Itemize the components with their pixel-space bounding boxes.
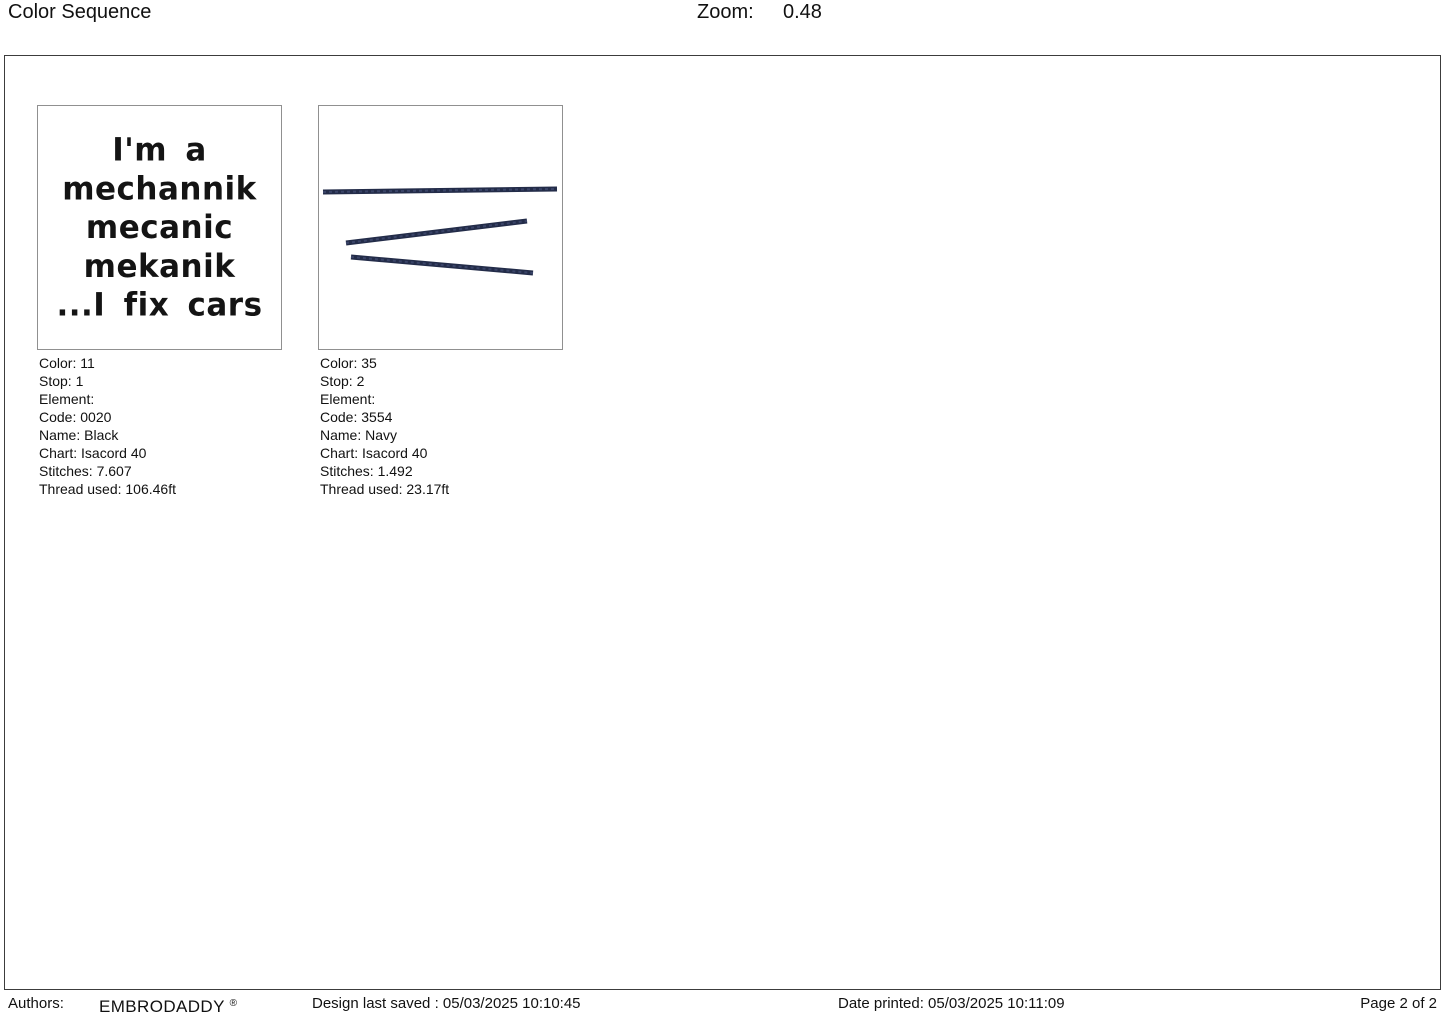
detail-line: Chart: Isacord 40	[320, 445, 428, 461]
page-number: Page 2 of 2	[1360, 995, 1437, 1012]
embroidered-text-line: mechannik	[62, 170, 257, 208]
registered-trademark-mark: ®	[229, 998, 238, 1009]
detail-line: Thread used: 106.46ft	[39, 481, 176, 497]
embroidered-text	[56, 131, 262, 325]
detail-line: Code: 0020	[39, 409, 112, 425]
color-block-1	[37, 105, 282, 498]
detail-line: Element:	[320, 391, 376, 407]
detail-line: Thread used: 23.17ft	[320, 481, 450, 497]
page-title: Color Sequence	[8, 1, 152, 23]
detail-line: Name: Navy	[320, 427, 398, 443]
embroidered-text-line: ...I fix cars	[56, 286, 263, 324]
brand-name	[99, 997, 237, 1017]
detail-line: Name: Black	[39, 427, 119, 443]
embroidered-text-line: I'm a	[112, 131, 207, 169]
detail-line: Stop: 1	[39, 373, 84, 389]
thread-details-2	[318, 354, 563, 498]
detail-line: Color: 35	[320, 355, 377, 371]
design-last-saved: Design last saved : 05/03/2025 10:10:45	[312, 995, 581, 1012]
authors-label: Authors:	[8, 995, 64, 1012]
detail-line: Stop: 2	[320, 373, 365, 389]
stitch-preview-svg	[319, 106, 562, 349]
detail-line: Code: 3554	[320, 409, 393, 425]
detail-line: Stitches: 7.607	[39, 463, 132, 479]
zoom-value: 0.48	[783, 1, 822, 23]
brand-text: EMBRODADDY	[99, 997, 225, 1016]
detail-line: Chart: Isacord 40	[39, 445, 147, 461]
zoom-label: Zoom:	[697, 1, 754, 23]
design-preview-1	[37, 105, 282, 350]
detail-line: Stitches: 1.492	[320, 463, 413, 479]
date-printed: Date printed: 05/03/2025 10:11:09	[838, 995, 1065, 1012]
detail-line: Element:	[39, 391, 95, 407]
detail-line: Color: 11	[39, 355, 95, 371]
design-preview-2	[318, 105, 563, 350]
embroidered-text-line: mecanic	[85, 209, 234, 246]
color-block-2	[318, 105, 563, 498]
embroidered-text-line: mekanik	[83, 247, 236, 285]
thread-details-1	[37, 354, 282, 498]
